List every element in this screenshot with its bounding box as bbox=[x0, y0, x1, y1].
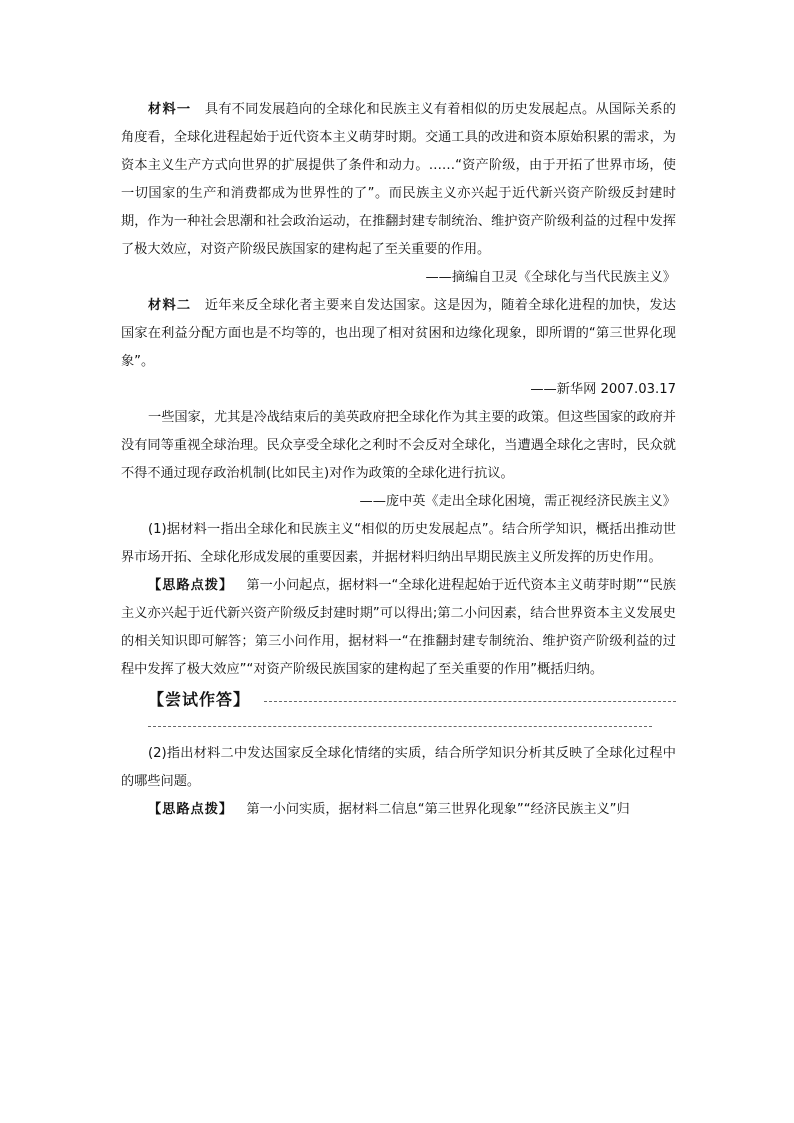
question-2-hint-text: 第一小问实质，据材料二信息“第三世界化现象”“经济民族主义”归 bbox=[246, 802, 630, 817]
material-1-label: 材料一 bbox=[148, 102, 192, 117]
question-2-hint-label: 【思路点拨】 bbox=[148, 802, 234, 817]
question-1-answer-row bbox=[121, 684, 676, 712]
question-1-text: (1)据材料一指出全球化和民族主义“相似的历史发展起点”。结合所学知识，概括出推动世界市场开拓、全球化形成发展的重要因素，并据材料归纳出早期民族主义所发挥的历史作用。 bbox=[121, 522, 676, 565]
material-1-paragraph bbox=[121, 96, 676, 264]
material-1-source: ——摘编自卫灵《全球化与当代民族主义》 bbox=[425, 270, 676, 285]
question-1-hint-text: 第一小问起点，据材料一“全球化进程起始于近代资本主义萌芽时期”“民族主义亦兴起于近代新兴资产阶级反封建时期”可以得出;第二小问因素，结合世界资本主义发展史的相关知识即可解答；第三小问作用，据材料一“在推翻封建专制统治、维护资产阶级利益的过程中发挥了极大效应”“对资产阶级民族国家的建构起了至关重要的作用”概括归纳。 bbox=[121, 578, 676, 677]
material-2-paragraph bbox=[121, 292, 676, 376]
question-2-hint bbox=[121, 796, 676, 824]
material-2-source: ——新华网 2007.03.17 bbox=[530, 382, 676, 397]
question-1-answer-label: 【尝试作答】 bbox=[148, 689, 251, 709]
question-1-hint bbox=[121, 572, 676, 684]
question-2-text: (2)指出材料二中发达国家反全球化情绪的实质，结合所学知识分析其反映了全球化过程中的哪些问题。 bbox=[121, 746, 676, 789]
question-1-hint-label: 【思路点拨】 bbox=[148, 578, 234, 593]
material-2-label: 材料二 bbox=[148, 298, 192, 313]
material-2-text: 近年来反全球化者主要来自发达国家。这是因为，随着全球化进程的加快，发达国家在利益分配方面也是不均等的，也出现了相对贫困和边缘化现象，即所谓的“第三世界化现象”。 bbox=[121, 298, 676, 369]
material-1-text: 具有不同发展趋向的全球化和民族主义有着相似的历史发展起点。从国际关系的角度看，全球化进程起始于近代资本主义萌芽时期。交通工具的改进和资本原始积累的需求，为资本主义生产方式向世界的扩展提供了条件和动力。……“资产阶级，由于开拓了世界市场，使一切国家的生产和消费都成为世界性的了”。而民族主义亦兴起于近代新兴资产阶级反封建时期，作为一种社会思潮和社会政治运动，在推翻封建专制统治、维护资产阶级利益的过程中发挥了极大效应，对资产阶级民族国家的建构起了至关重要的作用。 bbox=[121, 102, 676, 257]
document-content bbox=[121, 96, 676, 824]
answer-dashed-line-2[interactable] bbox=[148, 726, 652, 727]
answer-dashed-line[interactable] bbox=[264, 701, 676, 702]
material-2-paragraph-2: 一些国家，尤其是冷战结束后的美英政府把全球化作为其主要的政策。但这些国家的政府并没有同等重视全球治理。民众享受全球化之利时不会反对全球化，当遭遇全球化之害时，民众就不得不通过现存政治机制(比如民主)对作为政策的全球化进行抗议。 bbox=[121, 410, 676, 481]
material-2-source-2: ——庞中英《走出全球化困境，需正视经济民族主义》 bbox=[359, 494, 676, 509]
answer-dashed-line-row bbox=[121, 712, 676, 740]
